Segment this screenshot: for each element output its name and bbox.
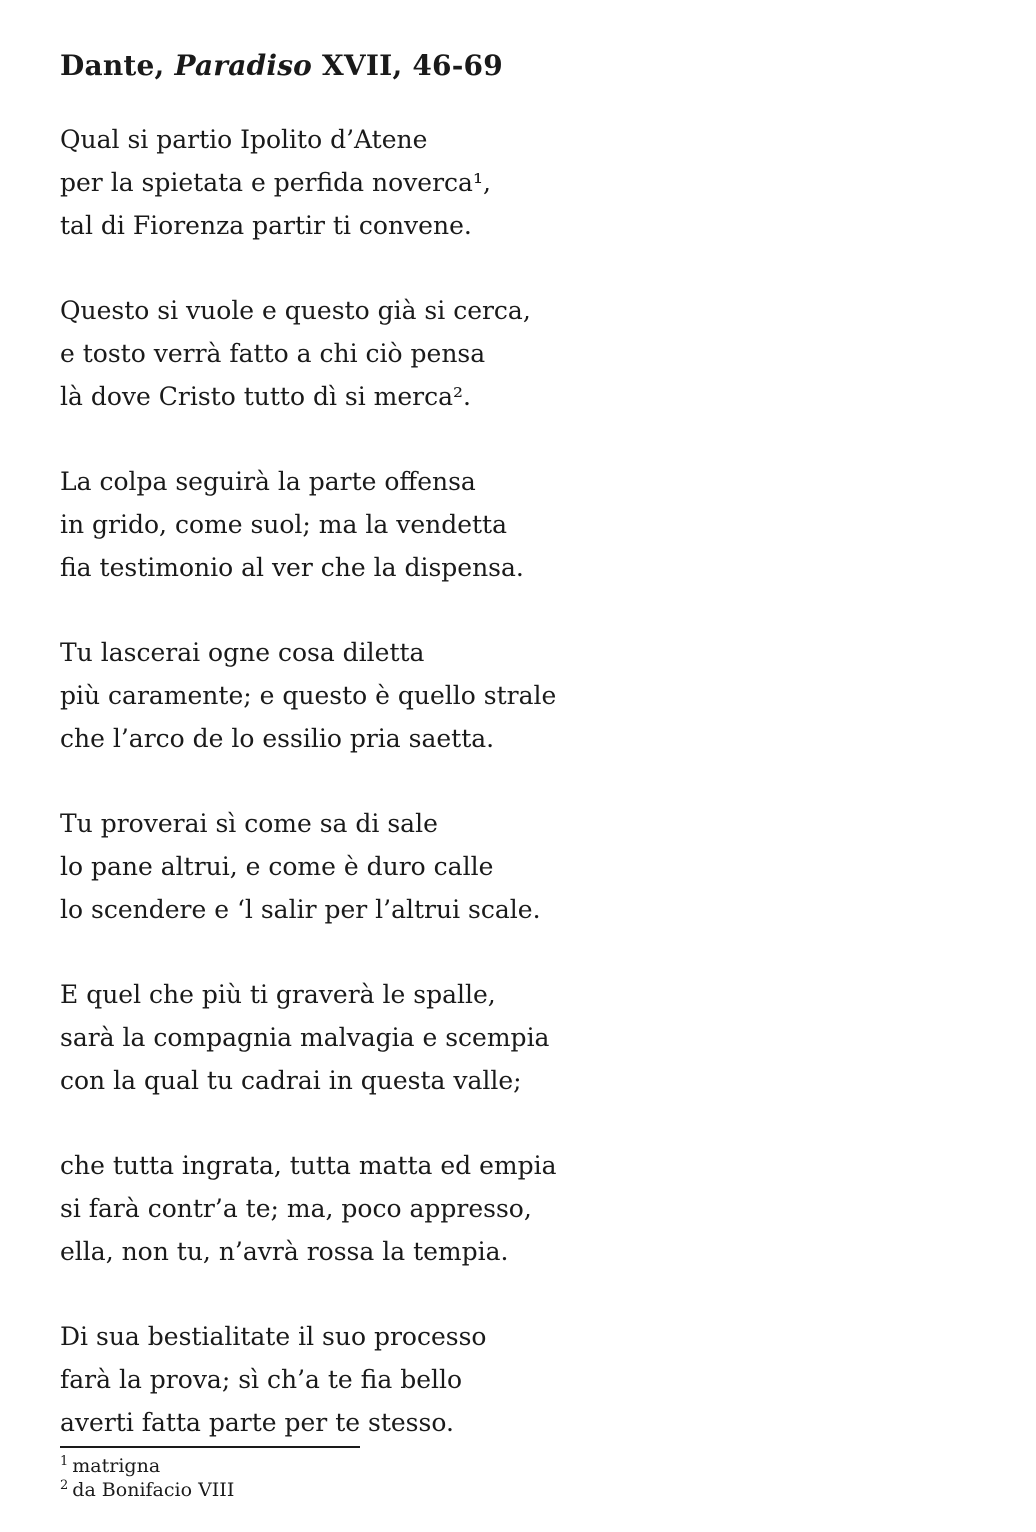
stanza	[60, 1315, 976, 1444]
stanza	[60, 460, 976, 589]
stanza	[60, 631, 976, 760]
verse-line: lo scendere e ‘l salir per l’altrui scale.	[60, 895, 541, 924]
verse-line: La colpa seguirà la parte offensa	[60, 467, 476, 496]
verse-line: averti fatta parte per te stesso.	[60, 1408, 454, 1437]
footnote-separator	[60, 1446, 360, 1448]
footnote-marker: 1	[60, 1453, 69, 1469]
verse-line: con la qual tu cadrai in questa valle;	[60, 1066, 522, 1095]
stanza	[60, 289, 976, 418]
verse-line: là dove Cristo tutto dì si merca².	[60, 382, 471, 411]
verse-line: che tutta ingrata, tutta matta ed empia	[60, 1151, 557, 1180]
footnote-marker: 2	[60, 1477, 69, 1493]
footnote	[60, 1478, 976, 1502]
verse-line: Questo si vuole e questo già si cerca,	[60, 296, 531, 325]
verse-line: Tu proverai sì come sa di sale	[60, 809, 438, 838]
title-suffix: XVII, 46-69	[312, 49, 503, 82]
verse-line: si farà contr’a te; ma, poco appresso,	[60, 1194, 532, 1223]
verse-line: che l’arco de lo essilio pria saetta.	[60, 724, 495, 753]
footnote-text: da Bonifacio VIII	[72, 1479, 235, 1501]
verse-line: ella, non tu, n’avrà rossa la tempia.	[60, 1237, 509, 1266]
verse-line: in grido, come suol; ma la vendetta	[60, 510, 508, 539]
footnote	[60, 1454, 976, 1478]
verse-line: tal di Fiorenza partir ti convene.	[60, 211, 472, 240]
verse-line: per la spietata e perfida noverca¹,	[60, 168, 491, 197]
poem-body	[60, 118, 976, 1444]
verse-line: sarà la compagnia malvagia e scempia	[60, 1023, 550, 1052]
footnotes-block	[60, 1454, 976, 1502]
verse-line: lo pane altrui, e come è duro calle	[60, 852, 494, 881]
stanza	[60, 118, 976, 247]
footnote-text: matrigna	[72, 1455, 161, 1477]
stanza	[60, 802, 976, 931]
verse-line: E quel che più ti graverà le spalle,	[60, 980, 496, 1009]
title-work-italic: Paradiso	[174, 49, 313, 82]
verse-line: Qual si partio Ipolito d’Atene	[60, 125, 428, 154]
page-title	[60, 46, 976, 86]
verse-line: Di sua bestialitate il suo processo	[60, 1322, 487, 1351]
verse-line: fia testimonio al ver che la dispensa.	[60, 553, 524, 582]
verse-line: e tosto verrà fatto a chi ciò pensa	[60, 339, 486, 368]
title-prefix: Dante,	[60, 49, 175, 82]
stanza	[60, 973, 976, 1102]
verse-line: Tu lascerai ogne cosa diletta	[60, 638, 425, 667]
verse-line: farà la prova; sì ch’a te fia bello	[60, 1365, 463, 1394]
verse-line: più caramente; e questo è quello strale	[60, 681, 557, 710]
stanza	[60, 1144, 976, 1273]
